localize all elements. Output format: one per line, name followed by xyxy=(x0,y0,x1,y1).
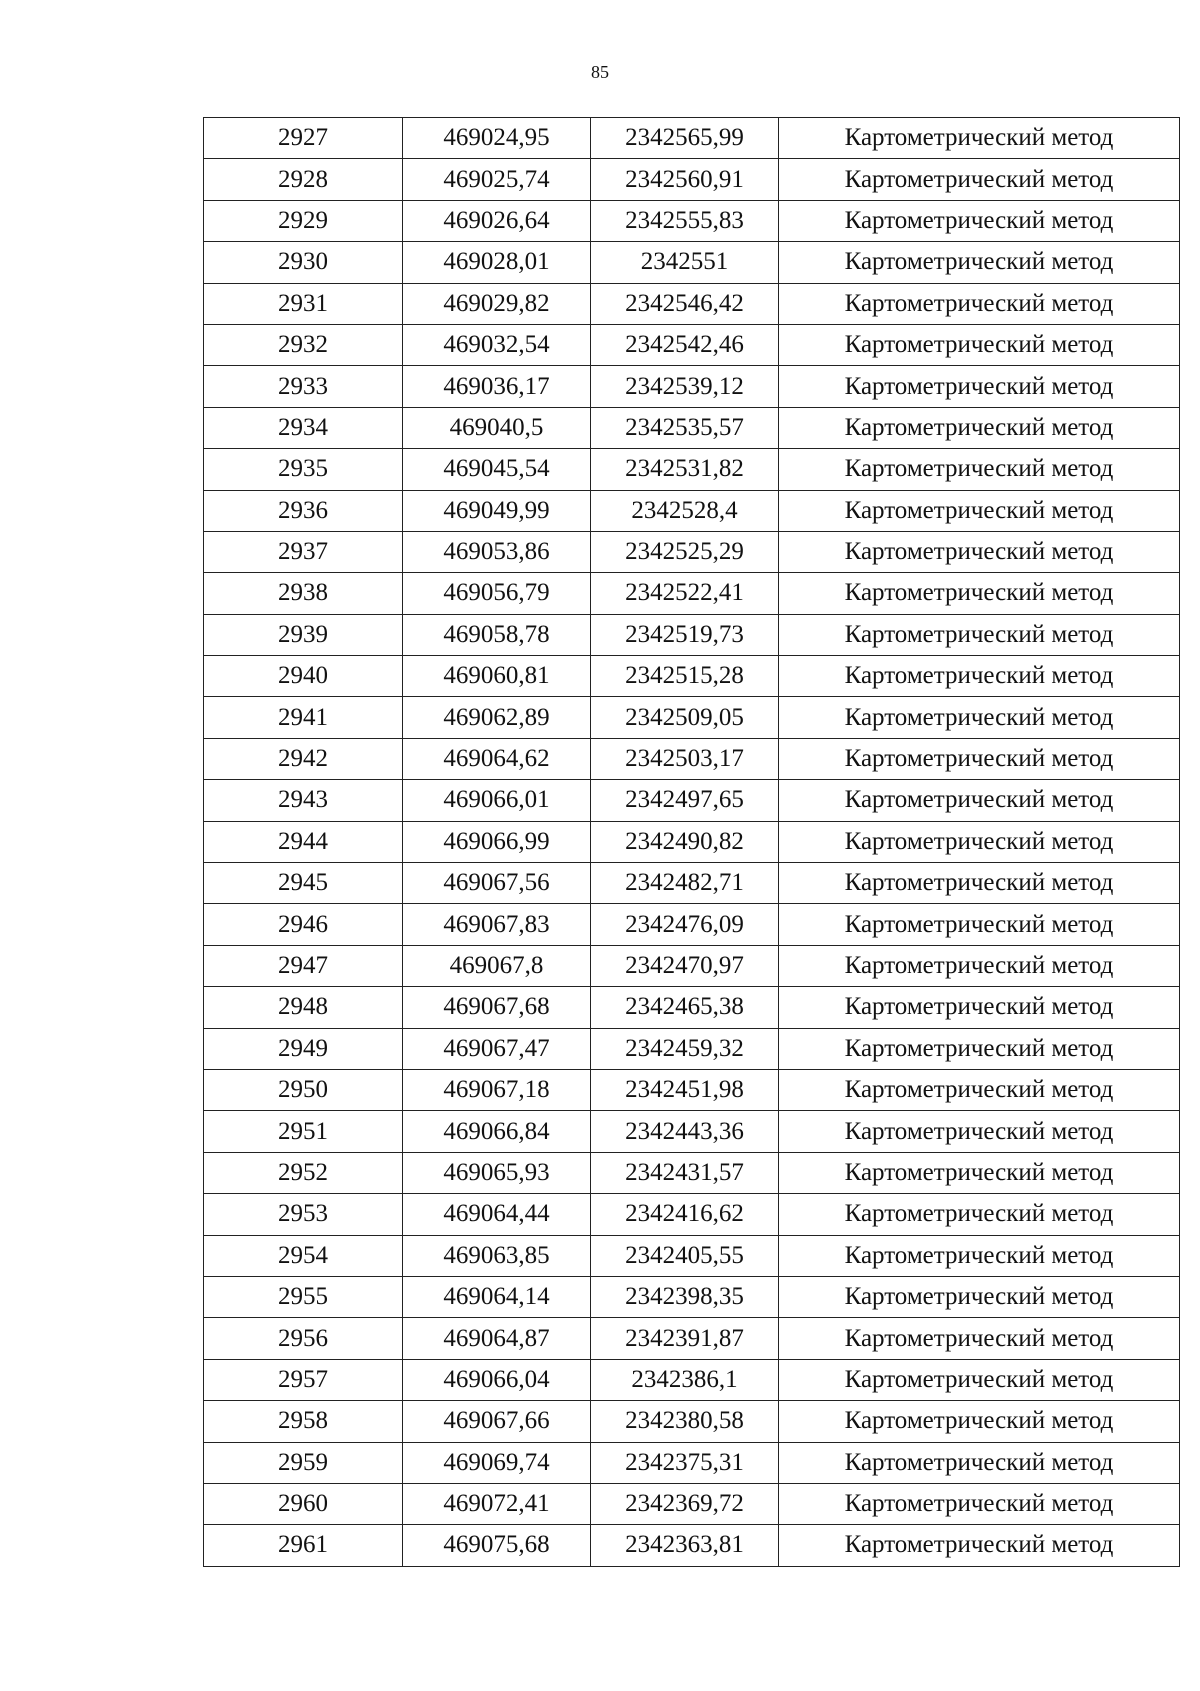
table-row xyxy=(204,904,1180,945)
y-coordinate-cell: 2342519,73 xyxy=(591,614,779,655)
method-cell: Картометрический метод xyxy=(779,945,1180,986)
method-cell: Картометрический метод xyxy=(779,1276,1180,1317)
method-cell: Картометрический метод xyxy=(779,1359,1180,1400)
table-row xyxy=(204,1525,1180,1566)
y-coordinate-cell: 2342459,32 xyxy=(591,1028,779,1069)
table-row xyxy=(204,1235,1180,1276)
table-row xyxy=(204,200,1180,241)
point-number-cell: 2931 xyxy=(204,283,403,324)
method-cell: Картометрический метод xyxy=(779,449,1180,490)
x-coordinate-cell: 469075,68 xyxy=(403,1525,591,1566)
table-row xyxy=(204,490,1180,531)
method-cell: Картометрический метод xyxy=(779,283,1180,324)
method-cell: Картометрический метод xyxy=(779,118,1180,159)
table-row xyxy=(204,1194,1180,1235)
y-coordinate-cell: 2342380,58 xyxy=(591,1401,779,1442)
method-cell: Картометрический метод xyxy=(779,531,1180,572)
point-number-cell: 2955 xyxy=(204,1276,403,1317)
point-number-cell: 2935 xyxy=(204,449,403,490)
point-number-cell: 2961 xyxy=(204,1525,403,1566)
table-row xyxy=(204,1442,1180,1483)
y-coordinate-cell: 2342398,35 xyxy=(591,1276,779,1317)
y-coordinate-cell: 2342386,1 xyxy=(591,1359,779,1400)
y-coordinate-cell: 2342416,62 xyxy=(591,1194,779,1235)
y-coordinate-cell: 2342476,09 xyxy=(591,904,779,945)
point-number-cell: 2938 xyxy=(204,573,403,614)
y-coordinate-cell: 2342391,87 xyxy=(591,1318,779,1359)
coordinates-table-body xyxy=(204,118,1180,1567)
table-row xyxy=(204,1483,1180,1524)
y-coordinate-cell: 2342525,29 xyxy=(591,531,779,572)
y-coordinate-cell: 2342515,28 xyxy=(591,656,779,697)
method-cell: Картометрический метод xyxy=(779,1442,1180,1483)
point-number-cell: 2954 xyxy=(204,1235,403,1276)
x-coordinate-cell: 469049,99 xyxy=(403,490,591,531)
y-coordinate-cell: 2342531,82 xyxy=(591,449,779,490)
y-coordinate-cell: 2342465,38 xyxy=(591,987,779,1028)
method-cell: Картометрический метод xyxy=(779,490,1180,531)
x-coordinate-cell: 469067,56 xyxy=(403,863,591,904)
point-number-cell: 2943 xyxy=(204,780,403,821)
method-cell: Картометрический метод xyxy=(779,1194,1180,1235)
y-coordinate-cell: 2342405,55 xyxy=(591,1235,779,1276)
table-row xyxy=(204,697,1180,738)
point-number-cell: 2948 xyxy=(204,987,403,1028)
method-cell: Картометрический метод xyxy=(779,1401,1180,1442)
x-coordinate-cell: 469062,89 xyxy=(403,697,591,738)
method-cell: Картометрический метод xyxy=(779,738,1180,779)
x-coordinate-cell: 469029,82 xyxy=(403,283,591,324)
table-row xyxy=(204,614,1180,655)
x-coordinate-cell: 469066,99 xyxy=(403,821,591,862)
point-number-cell: 2960 xyxy=(204,1483,403,1524)
table-row xyxy=(204,449,1180,490)
table-row xyxy=(204,656,1180,697)
method-cell: Картометрический метод xyxy=(779,573,1180,614)
y-coordinate-cell: 2342555,83 xyxy=(591,200,779,241)
x-coordinate-cell: 469025,74 xyxy=(403,159,591,200)
x-coordinate-cell: 469026,64 xyxy=(403,200,591,241)
y-coordinate-cell: 2342522,41 xyxy=(591,573,779,614)
x-coordinate-cell: 469064,14 xyxy=(403,1276,591,1317)
point-number-cell: 2942 xyxy=(204,738,403,779)
table-row xyxy=(204,987,1180,1028)
x-coordinate-cell: 469067,8 xyxy=(403,945,591,986)
y-coordinate-cell: 2342560,91 xyxy=(591,159,779,200)
point-number-cell: 2951 xyxy=(204,1111,403,1152)
point-number-cell: 2945 xyxy=(204,863,403,904)
x-coordinate-cell: 469063,85 xyxy=(403,1235,591,1276)
point-number-cell: 2928 xyxy=(204,159,403,200)
x-coordinate-cell: 469067,47 xyxy=(403,1028,591,1069)
y-coordinate-cell: 2342375,31 xyxy=(591,1442,779,1483)
point-number-cell: 2956 xyxy=(204,1318,403,1359)
point-number-cell: 2939 xyxy=(204,614,403,655)
x-coordinate-cell: 469036,17 xyxy=(403,366,591,407)
x-coordinate-cell: 469064,62 xyxy=(403,738,591,779)
point-number-cell: 2950 xyxy=(204,1069,403,1110)
point-number-cell: 2944 xyxy=(204,821,403,862)
page-number: 85 xyxy=(591,62,609,82)
point-number-cell: 2934 xyxy=(204,407,403,448)
table-row xyxy=(204,118,1180,159)
table-row xyxy=(204,242,1180,283)
y-coordinate-cell: 2342509,05 xyxy=(591,697,779,738)
table-row xyxy=(204,407,1180,448)
point-number-cell: 2932 xyxy=(204,324,403,365)
y-coordinate-cell: 2342363,81 xyxy=(591,1525,779,1566)
table-row xyxy=(204,1401,1180,1442)
point-number-cell: 2940 xyxy=(204,656,403,697)
x-coordinate-cell: 469069,74 xyxy=(403,1442,591,1483)
point-number-cell: 2959 xyxy=(204,1442,403,1483)
y-coordinate-cell: 2342539,12 xyxy=(591,366,779,407)
y-coordinate-cell: 2342551 xyxy=(591,242,779,283)
x-coordinate-cell: 469028,01 xyxy=(403,242,591,283)
method-cell: Картометрический метод xyxy=(779,1069,1180,1110)
method-cell: Картометрический метод xyxy=(779,1525,1180,1566)
method-cell: Картометрический метод xyxy=(779,614,1180,655)
table-row xyxy=(204,863,1180,904)
x-coordinate-cell: 469053,86 xyxy=(403,531,591,572)
table-row xyxy=(204,780,1180,821)
y-coordinate-cell: 2342565,99 xyxy=(591,118,779,159)
table-row xyxy=(204,738,1180,779)
x-coordinate-cell: 469058,78 xyxy=(403,614,591,655)
y-coordinate-cell: 2342528,4 xyxy=(591,490,779,531)
method-cell: Картометрический метод xyxy=(779,1152,1180,1193)
method-cell: Картометрический метод xyxy=(779,366,1180,407)
table-row xyxy=(204,1028,1180,1069)
coordinates-table xyxy=(203,117,1180,1567)
table-row xyxy=(204,1359,1180,1400)
x-coordinate-cell: 469032,54 xyxy=(403,324,591,365)
table-row xyxy=(204,573,1180,614)
table-row xyxy=(204,1318,1180,1359)
y-coordinate-cell: 2342431,57 xyxy=(591,1152,779,1193)
method-cell: Картометрический метод xyxy=(779,407,1180,448)
y-coordinate-cell: 2342482,71 xyxy=(591,863,779,904)
point-number-cell: 2937 xyxy=(204,531,403,572)
x-coordinate-cell: 469066,04 xyxy=(403,1359,591,1400)
point-number-cell: 2947 xyxy=(204,945,403,986)
table-row xyxy=(204,945,1180,986)
method-cell: Картометрический метод xyxy=(779,1318,1180,1359)
method-cell: Картометрический метод xyxy=(779,987,1180,1028)
method-cell: Картометрический метод xyxy=(779,324,1180,365)
x-coordinate-cell: 469066,01 xyxy=(403,780,591,821)
x-coordinate-cell: 469064,87 xyxy=(403,1318,591,1359)
point-number-cell: 2946 xyxy=(204,904,403,945)
method-cell: Картометрический метод xyxy=(779,242,1180,283)
point-number-cell: 2933 xyxy=(204,366,403,407)
method-cell: Картометрический метод xyxy=(779,780,1180,821)
method-cell: Картометрический метод xyxy=(779,821,1180,862)
x-coordinate-cell: 469066,84 xyxy=(403,1111,591,1152)
x-coordinate-cell: 469067,68 xyxy=(403,987,591,1028)
point-number-cell: 2957 xyxy=(204,1359,403,1400)
y-coordinate-cell: 2342451,98 xyxy=(591,1069,779,1110)
method-cell: Картометрический метод xyxy=(779,1235,1180,1276)
x-coordinate-cell: 469067,83 xyxy=(403,904,591,945)
point-number-cell: 2952 xyxy=(204,1152,403,1193)
table-row xyxy=(204,531,1180,572)
x-coordinate-cell: 469064,44 xyxy=(403,1194,591,1235)
x-coordinate-cell: 469060,81 xyxy=(403,656,591,697)
method-cell: Картометрический метод xyxy=(779,904,1180,945)
point-number-cell: 2929 xyxy=(204,200,403,241)
method-cell: Картометрический метод xyxy=(779,1483,1180,1524)
y-coordinate-cell: 2342546,42 xyxy=(591,283,779,324)
method-cell: Картометрический метод xyxy=(779,200,1180,241)
table-row xyxy=(204,366,1180,407)
table-row xyxy=(204,324,1180,365)
table-row xyxy=(204,1111,1180,1152)
point-number-cell: 2949 xyxy=(204,1028,403,1069)
x-coordinate-cell: 469065,93 xyxy=(403,1152,591,1193)
y-coordinate-cell: 2342497,65 xyxy=(591,780,779,821)
method-cell: Картометрический метод xyxy=(779,863,1180,904)
y-coordinate-cell: 2342470,97 xyxy=(591,945,779,986)
method-cell: Картометрический метод xyxy=(779,1028,1180,1069)
point-number-cell: 2941 xyxy=(204,697,403,738)
table-row xyxy=(204,283,1180,324)
method-cell: Картометрический метод xyxy=(779,697,1180,738)
y-coordinate-cell: 2342503,17 xyxy=(591,738,779,779)
y-coordinate-cell: 2342443,36 xyxy=(591,1111,779,1152)
table-row xyxy=(204,1276,1180,1317)
x-coordinate-cell: 469072,41 xyxy=(403,1483,591,1524)
x-coordinate-cell: 469067,18 xyxy=(403,1069,591,1110)
point-number-cell: 2930 xyxy=(204,242,403,283)
y-coordinate-cell: 2342369,72 xyxy=(591,1483,779,1524)
method-cell: Картометрический метод xyxy=(779,159,1180,200)
y-coordinate-cell: 2342535,57 xyxy=(591,407,779,448)
point-number-cell: 2953 xyxy=(204,1194,403,1235)
x-coordinate-cell: 469067,66 xyxy=(403,1401,591,1442)
x-coordinate-cell: 469040,5 xyxy=(403,407,591,448)
point-number-cell: 2936 xyxy=(204,490,403,531)
point-number-cell: 2927 xyxy=(204,118,403,159)
x-coordinate-cell: 469024,95 xyxy=(403,118,591,159)
method-cell: Картометрический метод xyxy=(779,656,1180,697)
method-cell: Картометрический метод xyxy=(779,1111,1180,1152)
table-row xyxy=(204,821,1180,862)
table-row xyxy=(204,159,1180,200)
x-coordinate-cell: 469045,54 xyxy=(403,449,591,490)
y-coordinate-cell: 2342490,82 xyxy=(591,821,779,862)
table-row xyxy=(204,1152,1180,1193)
y-coordinate-cell: 2342542,46 xyxy=(591,324,779,365)
point-number-cell: 2958 xyxy=(204,1401,403,1442)
x-coordinate-cell: 469056,79 xyxy=(403,573,591,614)
table-row xyxy=(204,1069,1180,1110)
